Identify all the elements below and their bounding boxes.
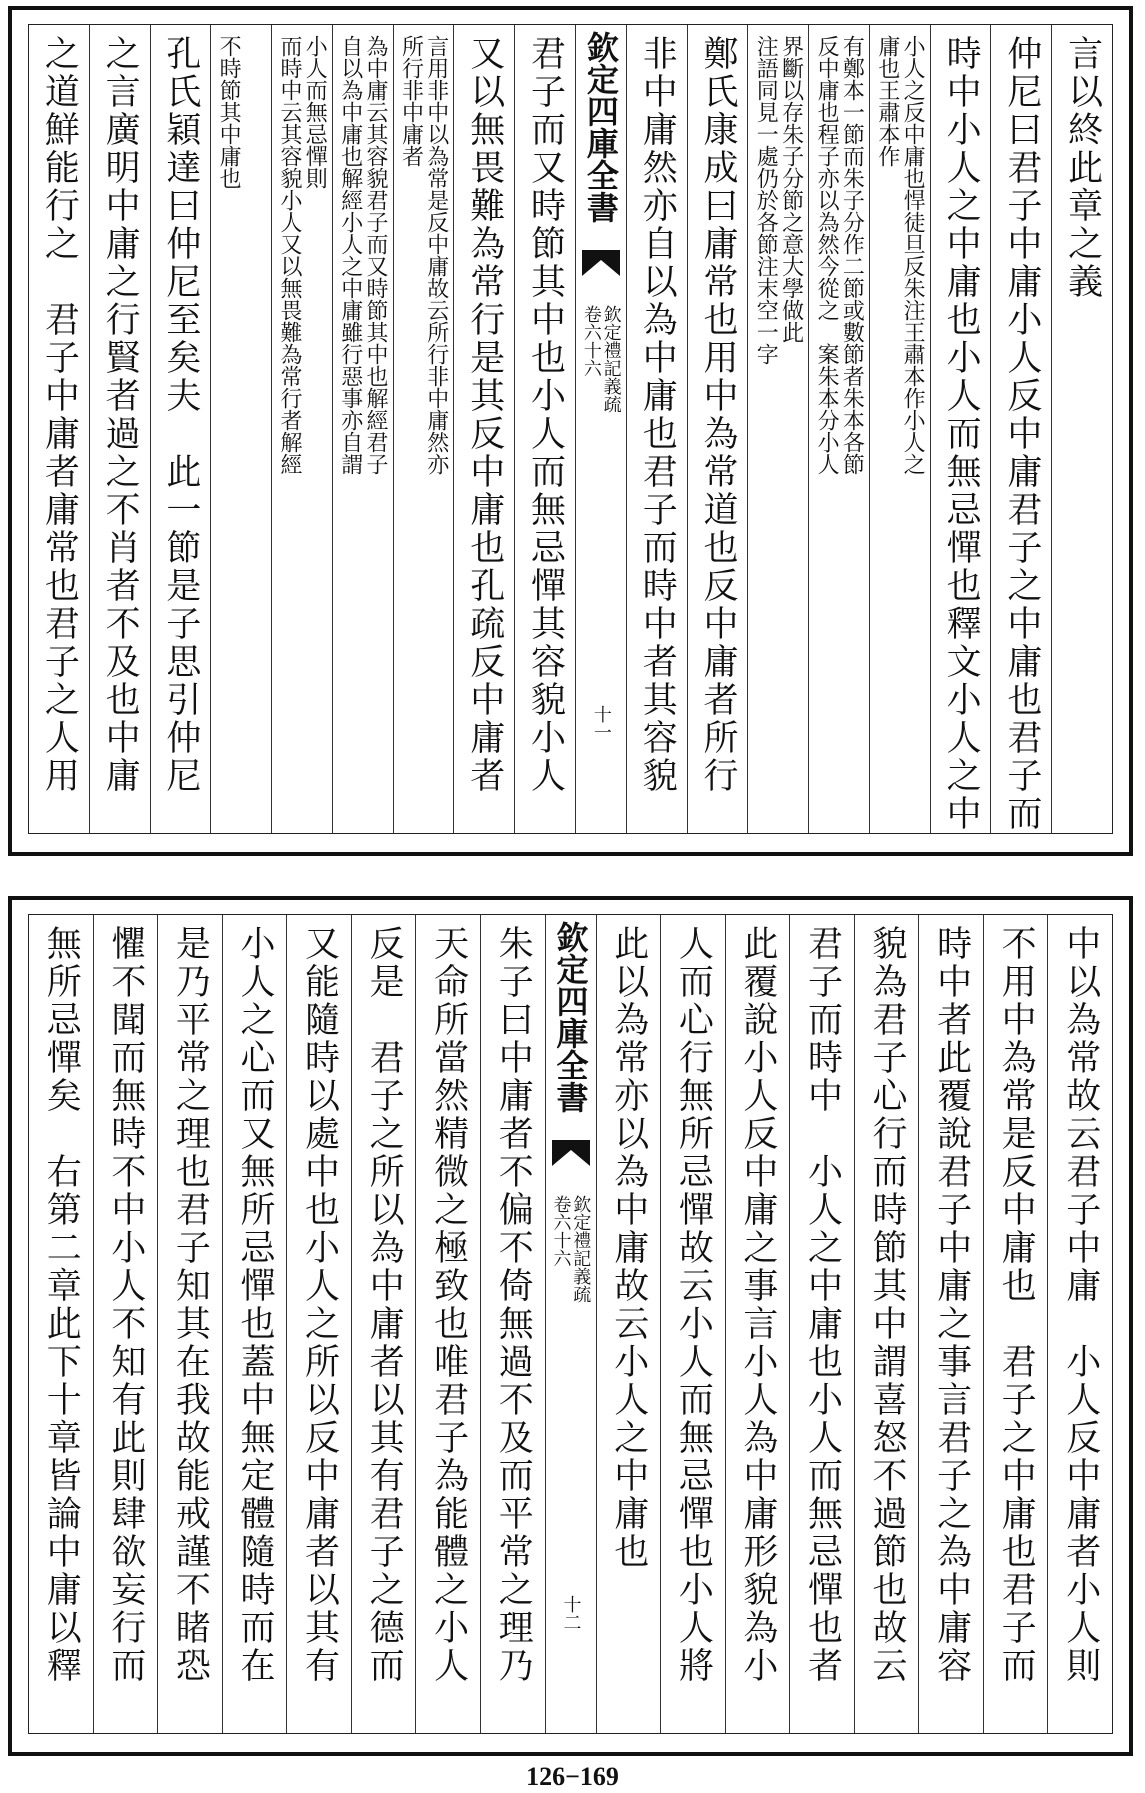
text-column: [415, 915, 480, 1733]
text-column: [854, 915, 919, 1733]
commentary-line: 注語同見一處仍於各節注末空一字: [753, 35, 779, 365]
main-text: 之道鮮能行之 君子中庸者庸常也君子之人用: [39, 35, 80, 795]
text-column: [480, 915, 545, 1733]
page-footer-number: 126−169: [526, 1762, 619, 1791]
text-column: [157, 915, 222, 1733]
fishtail-mark-icon: [582, 250, 620, 276]
text-column: [990, 25, 1051, 833]
main-text: 小人之心而又無所忌憚也蓋中無定體隨時而在: [234, 925, 275, 1685]
lower-page: [8, 896, 1133, 1756]
commentary-line: 小人而無忌憚則: [302, 35, 328, 189]
text-column: [1051, 25, 1112, 833]
text-column: [150, 25, 211, 833]
text-column: [29, 915, 93, 1733]
text-column: [351, 915, 416, 1733]
volume-label: 欽定禮記義疏 卷六十六: [550, 1195, 592, 1303]
center-fold-column: [545, 915, 596, 1733]
text-column: [725, 915, 790, 1733]
main-text: 中以為常故云君子中庸 小人反中庸者小人則: [1060, 925, 1101, 1685]
text-column: [453, 25, 514, 833]
main-text: 言以終此章之義: [1062, 35, 1103, 301]
commentary-line: 庸也王肅本作: [874, 35, 900, 167]
book-title: 欽定四庫全書: [551, 921, 590, 1113]
main-text: 天命所當然精微之極致也唯君子為能體之小人: [428, 925, 469, 1685]
commentary-column: [869, 25, 930, 833]
commentary-line: 所行非中庸者: [398, 35, 424, 167]
text-column: [29, 25, 89, 833]
text-column: [789, 915, 854, 1733]
main-text: 此覆說小人反中庸之事言小人為中庸形貌為小: [737, 925, 778, 1685]
main-text: 君子而又時節其中也小人而無忌憚其容貌小人: [525, 35, 566, 795]
text-column: [918, 915, 983, 1733]
main-text: 又以無畏難為常行是其反中庸也孔疏反中庸者: [464, 35, 505, 795]
main-text: 懼不聞而無時不中小人不知有此則肆欲妄行而: [105, 925, 146, 1685]
leaf-number: 十一: [590, 705, 612, 741]
main-text: 時中者此覆說君子中庸之事言君子之為中庸容: [931, 925, 972, 1685]
commentary-column: [393, 25, 454, 833]
commentary-line: 而時中云其容貌小人又以無畏難為常行者解經: [276, 35, 302, 475]
commentary-column: [210, 25, 271, 833]
main-text: 非中庸然亦自以為中庸也君子而時中者其容貌: [637, 35, 678, 795]
main-text: 時中小人之中庸也小人而無忌憚也釋文小人之中: [941, 35, 982, 833]
text-column: [89, 25, 150, 833]
text-column: [286, 915, 351, 1733]
main-text: 又能隨時以處中也小人之所以反中庸者以其有: [299, 925, 340, 1685]
commentary-line: 不時節其中庸也: [216, 35, 242, 189]
upper-page: [8, 6, 1133, 856]
lower-page-columns: [29, 915, 1112, 1733]
commentary-column: [808, 25, 869, 833]
main-text: 貌為君子心行而時節其中謂喜怒不過節也故云: [867, 925, 908, 1685]
commentary-line: 為中庸云其容貌君子而又時節其中也解經君子: [362, 35, 388, 475]
text-column: [93, 915, 158, 1733]
text-column: [626, 25, 687, 833]
main-text: 君子而時中 小人之中庸也小人而無忌憚也者: [802, 925, 843, 1685]
main-text: 仲尼曰君子中庸小人反中庸君子之中庸也君子而: [1001, 35, 1042, 833]
commentary-column: [332, 25, 393, 833]
commentary-line: 界斷以存朱子分節之意大學做此: [778, 35, 804, 343]
text-column: [930, 25, 991, 833]
lower-page-frame: [28, 914, 1113, 1734]
upper-page-columns: [29, 25, 1112, 833]
main-text: 之言廣明中庸之行賢者過之不肖者不及也中庸: [100, 35, 141, 795]
commentary-line: 反中庸也程子亦以為然今從之 案朱本分小人: [814, 35, 840, 475]
commentary-column: [747, 25, 808, 833]
text-column: [983, 915, 1048, 1733]
commentary-line: 小人之反中庸也悍徒旦反朱注王肅本作小人之: [900, 35, 926, 475]
main-text: 是乃平常之理也君子知其在我故能戒謹不睹恐: [170, 925, 211, 1685]
text-column: [596, 915, 661, 1733]
book-title: 欽定四庫全書: [581, 31, 620, 223]
main-text: 不用中為常是反中庸也 君子之中庸也君子而: [996, 925, 1037, 1685]
text-column: [687, 25, 748, 833]
main-text: 孔氏穎達曰仲尼至矣夫 此一節是子思引仲尼: [160, 35, 201, 795]
commentary-line: 有鄭本一節而朱子分作二節或數節者朱本各節: [839, 35, 865, 475]
text-column: [660, 915, 725, 1733]
main-text: 反是 君子之所以為中庸者以其有君子之德而: [364, 925, 405, 1685]
commentary-line: 自以為中庸也解經小人之中庸雖行惡事亦自謂: [337, 35, 363, 475]
text-column: [514, 25, 575, 833]
text-column: [222, 915, 287, 1733]
text-column: [1047, 915, 1112, 1733]
main-text: 人而心行無所忌憚故云小人而無忌憚也小人將: [673, 925, 714, 1685]
leaf-number: 十二: [560, 1595, 582, 1631]
center-fold-column: [575, 25, 626, 833]
main-text: 朱子曰中庸者不偏不倚無過不及而平常之理乃: [493, 925, 534, 1685]
upper-page-frame: [28, 24, 1113, 834]
main-text: 無所忌憚矣 右第二章此下十章皆論中庸以釋: [41, 925, 82, 1685]
commentary-column: [271, 25, 332, 833]
fishtail-mark-icon: [552, 1140, 590, 1166]
commentary-line: 言用非中以為常是反中庸故云所行非中庸然亦: [423, 35, 449, 475]
main-text: 此以為常亦以為中庸故云小人之中庸也: [608, 925, 649, 1571]
main-text: 鄭氏康成曰庸常也用中為常道也反中庸者所行: [698, 35, 739, 795]
volume-label: 欽定禮記義疏 卷六十六: [580, 305, 622, 413]
